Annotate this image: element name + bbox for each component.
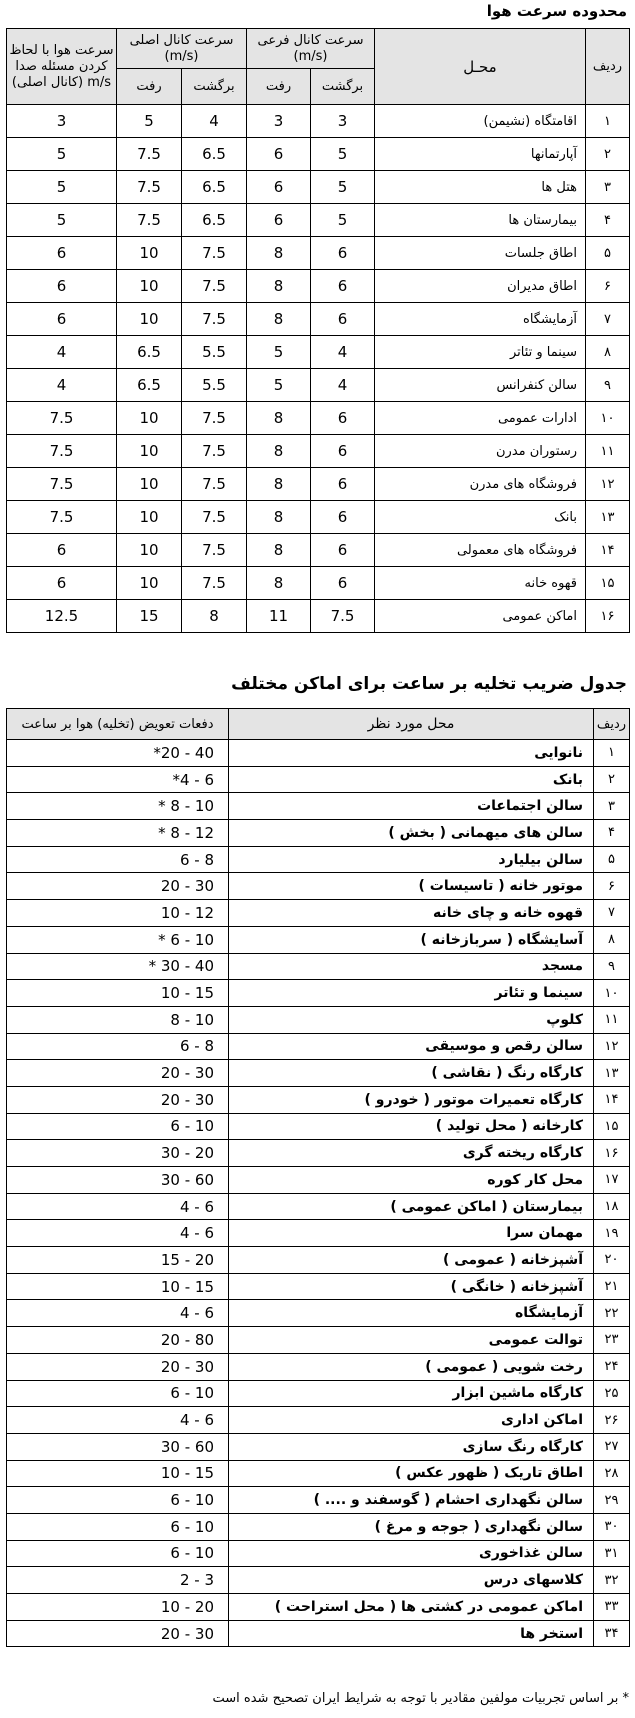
main-return-cell: 6.5 — [182, 171, 247, 204]
main-return-cell: 7.5 — [182, 468, 247, 501]
row-number: ۲۴ — [594, 1353, 630, 1380]
branch-return-cell: 5 — [311, 171, 375, 204]
table-row — [7, 873, 630, 900]
row-number: ۵ — [594, 846, 630, 873]
table-row — [7, 468, 630, 501]
table-row — [7, 820, 630, 847]
branch-supply-cell: 8 — [247, 567, 311, 600]
noise-velocity-cell: 5 — [7, 204, 117, 237]
air-change-rate-cell: 20 - 30 — [7, 1086, 229, 1113]
main-supply-cell: 10 — [117, 534, 182, 567]
header-branch-duct: سرعت کانال فرعی (m/s) — [247, 29, 375, 69]
row-number: ۱ — [586, 105, 630, 138]
noise-velocity-cell: 6 — [7, 534, 117, 567]
air-change-rate-cell: 4 - 6 — [7, 1220, 229, 1247]
table-row — [7, 1327, 630, 1354]
main-return-cell: 7.5 — [182, 534, 247, 567]
row-number: ۳ — [594, 793, 630, 820]
air-change-rate-cell: * 30 - 40 — [7, 953, 229, 980]
row-number: ۱۸ — [594, 1193, 630, 1220]
branch-supply-cell: 8 — [247, 534, 311, 567]
air-change-rate-cell: 4 - 6 — [7, 1300, 229, 1327]
main-return-cell: 7.5 — [182, 237, 247, 270]
table-row — [7, 336, 630, 369]
location-cell: آشپزخانه ( عمومی ) — [229, 1247, 594, 1274]
branch-supply-cell: 5 — [247, 369, 311, 402]
air-change-rate-cell: 6 - 8 — [7, 846, 229, 873]
location-cell: سالن اجتماعات — [229, 793, 594, 820]
main-supply-cell: 6.5 — [117, 369, 182, 402]
air-change-rate-cell: 30 - 60 — [7, 1433, 229, 1460]
table-row — [7, 1140, 630, 1167]
air-change-rate-cell: 10 - 15 — [7, 980, 229, 1007]
row-number: ۲۶ — [594, 1407, 630, 1434]
row-number: ۴ — [586, 204, 630, 237]
main-supply-cell: 10 — [117, 435, 182, 468]
table-row — [7, 1006, 630, 1033]
branch-return-cell: 5 — [311, 204, 375, 237]
air-change-rate-cell: 15 - 20 — [7, 1247, 229, 1274]
location-cell: قهوه خانه — [375, 567, 586, 600]
header-air-change-rate: دفعات تعویض (تخلیه) هوا بر ساعت — [7, 709, 229, 740]
air-change-rate-cell: 20 - 30 — [7, 1353, 229, 1380]
location-cell: آزمایشگاه — [229, 1300, 594, 1327]
noise-velocity-cell: 7.5 — [7, 468, 117, 501]
header-main-duct: سرعت کانال اصلی (m/s) — [117, 29, 247, 69]
row-number: ۶ — [594, 873, 630, 900]
main-return-cell: 7.5 — [182, 402, 247, 435]
location-cell: مسجد — [229, 953, 594, 980]
location-cell: توالت عمومی — [229, 1327, 594, 1354]
table-row — [7, 740, 630, 767]
air-change-rate-cell: 6 - 8 — [7, 1033, 229, 1060]
location-cell: سالن نگهداری ( جوجه و مرغ ) — [229, 1513, 594, 1540]
air-change-rate-cell: * 8 - 10 — [7, 793, 229, 820]
table-row — [7, 926, 630, 953]
branch-return-cell: 4 — [311, 336, 375, 369]
table-row — [7, 237, 630, 270]
branch-return-cell: 6 — [311, 237, 375, 270]
location-cell: کارگاه ریخته گری — [229, 1140, 594, 1167]
branch-supply-cell: 5 — [247, 336, 311, 369]
row-number: ۸ — [586, 336, 630, 369]
table-row — [7, 1620, 630, 1647]
branch-supply-cell: 8 — [247, 402, 311, 435]
location-cell: سالن غذاخوری — [229, 1540, 594, 1567]
main-return-cell: 8 — [182, 600, 247, 633]
noise-velocity-cell: 6 — [7, 567, 117, 600]
location-cell: استخر ها — [229, 1620, 594, 1647]
air-change-rate-cell: 6 - 10 — [7, 1113, 229, 1140]
table-row — [7, 171, 630, 204]
main-supply-cell: 15 — [117, 600, 182, 633]
main-return-cell: 7.5 — [182, 567, 247, 600]
table-row — [7, 105, 630, 138]
noise-velocity-cell: 7.5 — [7, 402, 117, 435]
branch-return-cell: 6 — [311, 567, 375, 600]
noise-velocity-cell: 6 — [7, 303, 117, 336]
branch-supply-cell: 6 — [247, 204, 311, 237]
air-change-rate-cell: 30 - 60 — [7, 1167, 229, 1194]
table-row — [7, 1594, 630, 1621]
main-return-cell: 5.5 — [182, 336, 247, 369]
row-number: ۹ — [586, 369, 630, 402]
noise-velocity-cell: 7.5 — [7, 501, 117, 534]
air-change-rate-cell: 20 - 30 — [7, 1620, 229, 1647]
branch-return-cell: 5 — [311, 138, 375, 171]
air-change-rate-cell: 4 - 6 — [7, 1407, 229, 1434]
location-cell: فروشگاه های معمولی — [375, 534, 586, 567]
main-supply-cell: 7.5 — [117, 138, 182, 171]
location-cell: سالن رقص و موسیقی — [229, 1033, 594, 1060]
branch-return-cell: 6 — [311, 435, 375, 468]
branch-supply-cell: 6 — [247, 138, 311, 171]
table-row — [7, 600, 630, 633]
table-row — [7, 1407, 630, 1434]
row-number: ۴ — [594, 820, 630, 847]
air-change-rate-cell: 4 - 6 — [7, 1193, 229, 1220]
location-cell: اقامتگاه (نشیمن) — [375, 105, 586, 138]
air-velocity-title: محدوده سرعت هوا — [486, 2, 627, 20]
table-row — [7, 1433, 630, 1460]
row-number: ۱۶ — [586, 600, 630, 633]
row-number: ۲۱ — [594, 1273, 630, 1300]
noise-velocity-cell: 4 — [7, 369, 117, 402]
table-row — [7, 846, 630, 873]
air-change-rate-cell: 20 - 80 — [7, 1327, 229, 1354]
row-number: ۱۳ — [594, 1060, 630, 1087]
location-cell: کارگاه رنگ ( نقاشی ) — [229, 1060, 594, 1087]
air-change-rate-cell: 10 - 20 — [7, 1594, 229, 1621]
row-number: ۳ — [586, 171, 630, 204]
location-cell: اماکن عمومی — [375, 600, 586, 633]
location-cell: کارخانه ( محل تولید ) — [229, 1113, 594, 1140]
location-cell: آشپزخانه ( خانگی ) — [229, 1273, 594, 1300]
footnote: * بر اساس تجربیات مولفین مقادیر با توجه به شرایط ایران تصحیح شده است — [212, 1691, 629, 1706]
location-cell: بیمارستان ها — [375, 204, 586, 237]
branch-return-cell: 4 — [311, 369, 375, 402]
location-cell: نانوایی — [229, 740, 594, 767]
location-cell: رستوران مدرن — [375, 435, 586, 468]
row-number: ۱۰ — [586, 402, 630, 435]
header-location: محـل — [375, 29, 586, 105]
table-row — [7, 1513, 630, 1540]
branch-return-cell: 7.5 — [311, 600, 375, 633]
table-row — [7, 1060, 630, 1087]
table-row — [7, 766, 630, 793]
location-cell: مهمان سرا — [229, 1220, 594, 1247]
row-number: ۱۲ — [586, 468, 630, 501]
row-number: ۱۲ — [594, 1033, 630, 1060]
header-row-number: ردیف — [594, 709, 630, 740]
air-change-rate-cell: * 6 - 10 — [7, 926, 229, 953]
location-cell: بانک — [375, 501, 586, 534]
table-row — [7, 1220, 630, 1247]
row-number: ۳۰ — [594, 1513, 630, 1540]
main-supply-cell: 10 — [117, 402, 182, 435]
table-row — [7, 501, 630, 534]
header-main-return: برگشت — [182, 69, 247, 105]
branch-return-cell: 6 — [311, 303, 375, 336]
row-number: ۵ — [586, 237, 630, 270]
location-cell: رخت شویی ( عمومی ) — [229, 1353, 594, 1380]
air-change-rate-cell: 2 - 3 — [7, 1567, 229, 1594]
row-number: ۱۷ — [594, 1167, 630, 1194]
row-number: ۲ — [594, 766, 630, 793]
header-noise-velocity: سرعت هوا با لحاظ کردن مسئله صدا m/s (کانال اصلی) — [7, 29, 117, 105]
air-change-rate-cell: 8 - 10 — [7, 1006, 229, 1033]
location-cell: کارگاه رنگ سازی — [229, 1433, 594, 1460]
air-change-rate-cell: *4 - 6 — [7, 766, 229, 793]
table-row — [7, 1167, 630, 1194]
table-row — [7, 1567, 630, 1594]
main-supply-cell: 6.5 — [117, 336, 182, 369]
table-row — [7, 1033, 630, 1060]
noise-velocity-cell: 3 — [7, 105, 117, 138]
branch-supply-cell: 8 — [247, 303, 311, 336]
air-change-rate-cell: 6 - 10 — [7, 1513, 229, 1540]
main-return-cell: 7.5 — [182, 435, 247, 468]
row-number: ۱۴ — [594, 1086, 630, 1113]
main-return-cell: 7.5 — [182, 303, 247, 336]
row-number: ۳۳ — [594, 1594, 630, 1621]
header-row-number: ردیف — [586, 29, 630, 105]
table-row — [7, 1460, 630, 1487]
air-change-rate-cell: 10 - 15 — [7, 1460, 229, 1487]
row-number: ۱۱ — [586, 435, 630, 468]
location-cell: آزمایشگاه — [375, 303, 586, 336]
location-cell: اطاق تاریک ( ظهور عکس ) — [229, 1460, 594, 1487]
table-row — [7, 1380, 630, 1407]
main-return-cell: 7.5 — [182, 270, 247, 303]
table-row — [7, 435, 630, 468]
noise-velocity-cell: 5 — [7, 171, 117, 204]
air-change-rate-cell: 6 - 10 — [7, 1380, 229, 1407]
air-velocity-table — [6, 28, 630, 633]
main-supply-cell: 10 — [117, 567, 182, 600]
row-number: ۱۵ — [594, 1113, 630, 1140]
row-number: ۱۶ — [594, 1140, 630, 1167]
row-number: ۳۲ — [594, 1567, 630, 1594]
location-cell: کارگاه تعمیرات موتور ( خودرو ) — [229, 1086, 594, 1113]
header-location: محل مورد نظر — [229, 709, 594, 740]
row-number: ۱۹ — [594, 1220, 630, 1247]
main-supply-cell: 10 — [117, 303, 182, 336]
table-row — [7, 402, 630, 435]
row-number: ۲ — [586, 138, 630, 171]
row-number: ۱۳ — [586, 501, 630, 534]
branch-supply-cell: 3 — [247, 105, 311, 138]
table-row — [7, 138, 630, 171]
main-supply-cell: 5 — [117, 105, 182, 138]
location-cell: محل کار کوره — [229, 1167, 594, 1194]
row-number: ۲۵ — [594, 1380, 630, 1407]
noise-velocity-cell: 6 — [7, 270, 117, 303]
location-cell: سالن نگهداری احشام ( گوسفند و .... ) — [229, 1487, 594, 1514]
noise-velocity-cell: 5 — [7, 138, 117, 171]
branch-supply-cell: 8 — [247, 237, 311, 270]
air-change-rate-cell: 10 - 12 — [7, 900, 229, 927]
branch-return-cell: 6 — [311, 468, 375, 501]
row-number: ۱ — [594, 740, 630, 767]
row-number: ۹ — [594, 953, 630, 980]
location-cell: فروشگاه های مدرن — [375, 468, 586, 501]
location-cell: ادارات عمومی — [375, 402, 586, 435]
table-row — [7, 1540, 630, 1567]
location-cell: اطاق مدیران — [375, 270, 586, 303]
branch-supply-cell: 8 — [247, 435, 311, 468]
location-cell: سینما و تئاتر — [375, 336, 586, 369]
location-cell: بانک — [229, 766, 594, 793]
location-cell: اماکن عمومی در کشتی ها ( محل استراحت ) — [229, 1594, 594, 1621]
main-supply-cell: 10 — [117, 468, 182, 501]
location-cell: سالن کنفرانس — [375, 369, 586, 402]
row-number: ۷ — [586, 303, 630, 336]
main-return-cell: 6.5 — [182, 204, 247, 237]
air-change-rate-cell: 30 - 20 — [7, 1140, 229, 1167]
air-change-table — [6, 708, 630, 1647]
table-row — [7, 1086, 630, 1113]
row-number: ۸ — [594, 926, 630, 953]
table-row — [7, 1273, 630, 1300]
location-cell: آسایشگاه ( سربازخانه ) — [229, 926, 594, 953]
row-number: ۲۹ — [594, 1487, 630, 1514]
branch-supply-cell: 8 — [247, 468, 311, 501]
branch-return-cell: 6 — [311, 270, 375, 303]
noise-velocity-cell: 4 — [7, 336, 117, 369]
air-change-rate-cell: 10 - 15 — [7, 1273, 229, 1300]
main-return-cell: 5.5 — [182, 369, 247, 402]
location-cell: اطاق جلسات — [375, 237, 586, 270]
table-row — [7, 270, 630, 303]
main-return-cell: 6.5 — [182, 138, 247, 171]
row-number: ۲۳ — [594, 1327, 630, 1354]
header-branch-return: برگشت — [311, 69, 375, 105]
air-change-rate-cell: 20 - 30 — [7, 873, 229, 900]
table-row — [7, 980, 630, 1007]
air-change-rate-cell: * 8 - 12 — [7, 820, 229, 847]
header-main-supply: رفت — [117, 69, 182, 105]
table-row — [7, 534, 630, 567]
location-cell: بیمارستان ( اماکن عمومی ) — [229, 1193, 594, 1220]
branch-return-cell: 3 — [311, 105, 375, 138]
row-number: ۲۸ — [594, 1460, 630, 1487]
location-cell: کلاسهای درس — [229, 1567, 594, 1594]
branch-supply-cell: 8 — [247, 501, 311, 534]
row-number: ۲۷ — [594, 1433, 630, 1460]
table-row — [7, 1113, 630, 1140]
row-number: ۳۴ — [594, 1620, 630, 1647]
main-supply-cell: 10 — [117, 270, 182, 303]
header-branch-supply: رفت — [247, 69, 311, 105]
table-row — [7, 567, 630, 600]
air-change-rate-cell: *20 - 40 — [7, 740, 229, 767]
table-row — [7, 1193, 630, 1220]
row-number: ۱۵ — [586, 567, 630, 600]
branch-supply-cell: 6 — [247, 171, 311, 204]
main-supply-cell: 10 — [117, 237, 182, 270]
location-cell: آپارتمانها — [375, 138, 586, 171]
row-number: ۱۰ — [594, 980, 630, 1007]
table-row — [7, 1247, 630, 1274]
location-cell: قهوه خانه و چای خانه — [229, 900, 594, 927]
air-change-title: جدول ضریب تخلیه بر ساعت برای اماکن مختلف — [231, 674, 627, 694]
location-cell: اماکن اداری — [229, 1407, 594, 1434]
location-cell: سینما و تئاتر — [229, 980, 594, 1007]
main-return-cell: 7.5 — [182, 501, 247, 534]
location-cell: کلوپ — [229, 1006, 594, 1033]
row-number: ۱۱ — [594, 1006, 630, 1033]
row-number: ۲۲ — [594, 1300, 630, 1327]
row-number: ۶ — [586, 270, 630, 303]
location-cell: سالن بیلیارد — [229, 846, 594, 873]
main-supply-cell: 7.5 — [117, 204, 182, 237]
location-cell: موتور خانه ( تاسیسات ) — [229, 873, 594, 900]
main-supply-cell: 10 — [117, 501, 182, 534]
table-row — [7, 204, 630, 237]
air-change-rate-cell: 6 - 10 — [7, 1487, 229, 1514]
row-number: ۱۴ — [586, 534, 630, 567]
table-row — [7, 793, 630, 820]
noise-velocity-cell: 12.5 — [7, 600, 117, 633]
table-row — [7, 1487, 630, 1514]
air-change-rate-cell: 6 - 10 — [7, 1540, 229, 1567]
table-row — [7, 900, 630, 927]
row-number: ۳۱ — [594, 1540, 630, 1567]
branch-return-cell: 6 — [311, 534, 375, 567]
branch-supply-cell: 11 — [247, 600, 311, 633]
location-cell: هتل ها — [375, 171, 586, 204]
row-number: ۲۰ — [594, 1247, 630, 1274]
table-row — [7, 369, 630, 402]
branch-return-cell: 6 — [311, 402, 375, 435]
branch-return-cell: 6 — [311, 501, 375, 534]
air-change-rate-cell: 20 - 30 — [7, 1060, 229, 1087]
main-return-cell: 4 — [182, 105, 247, 138]
main-supply-cell: 7.5 — [117, 171, 182, 204]
noise-velocity-cell: 7.5 — [7, 435, 117, 468]
location-cell: کارگاه ماشین ابزار — [229, 1380, 594, 1407]
table-row — [7, 303, 630, 336]
table-row — [7, 1353, 630, 1380]
table-row — [7, 953, 630, 980]
noise-velocity-cell: 6 — [7, 237, 117, 270]
table-row — [7, 1300, 630, 1327]
branch-supply-cell: 8 — [247, 270, 311, 303]
row-number: ۷ — [594, 900, 630, 927]
location-cell: سالن های میهمانی ( بخش ) — [229, 820, 594, 847]
